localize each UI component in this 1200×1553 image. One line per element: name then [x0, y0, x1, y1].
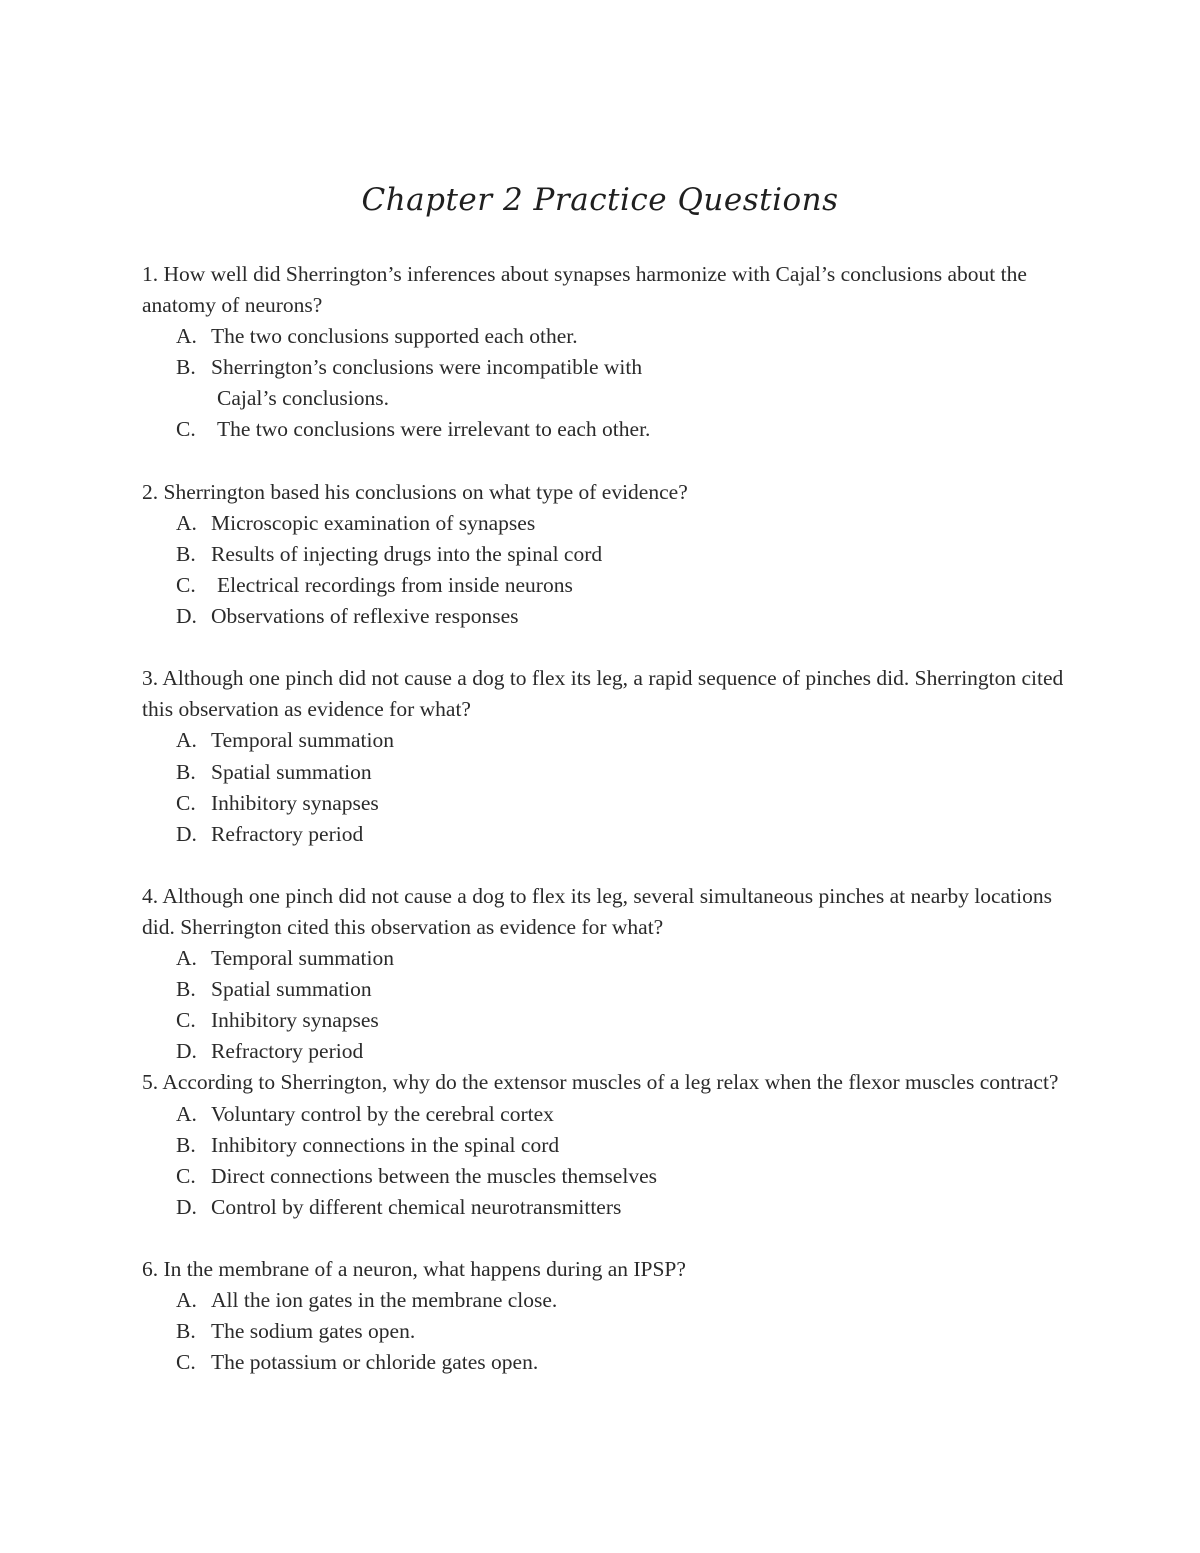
answer-option-b: [142, 1316, 1082, 1347]
answer-option-b: [142, 352, 1082, 414]
question-5: [142, 1067, 1082, 1222]
option-text: Inhibitory synapses: [211, 790, 379, 815]
question-1: [142, 259, 1082, 446]
answer-option-d: [142, 601, 1082, 632]
option-text: Inhibitory connections in the spinal cord: [211, 1132, 560, 1157]
option-letter: A.: [176, 728, 197, 753]
question-4: [142, 881, 1082, 1068]
option-letter: C.: [176, 1163, 196, 1188]
option-text: The two conclusions supported each other.: [211, 324, 578, 349]
option-letter: C.: [176, 1008, 196, 1033]
answer-option-b: [142, 757, 1082, 788]
question-stem: 1. How well did Sherrington’s inferences about synapses harmonize with Cajal’s conclusions about the anatomy of neurons?: [142, 262, 1027, 318]
option-letter: C.: [176, 790, 196, 815]
option-letter: B.: [176, 759, 196, 784]
questions-body: [142, 259, 1082, 1378]
option-text: Sherrington’s conclusions were incompatible with: [211, 355, 643, 380]
option-text: Electrical recordings from inside neurons: [217, 572, 573, 597]
answer-option-a: [142, 321, 1082, 352]
answer-option-a: [142, 1099, 1082, 1130]
answer-option-c: [142, 1347, 1082, 1378]
option-text: Control by different chemical neurotransmitters: [211, 1194, 622, 1219]
option-letter: D.: [176, 821, 197, 846]
answer-option-a: [142, 725, 1082, 756]
option-letter: B.: [176, 541, 196, 566]
option-letter: B.: [176, 1132, 196, 1157]
option-text: Direct connections between the muscles themselves: [211, 1163, 657, 1188]
option-text: Spatial summation: [211, 759, 372, 784]
answer-options: [142, 1285, 1082, 1378]
option-text: Inhibitory synapses: [211, 1008, 379, 1033]
option-text: Spatial summation: [211, 977, 372, 1002]
option-letter: D.: [176, 1039, 197, 1064]
answer-options: [142, 725, 1082, 849]
answer-option-c: [142, 1161, 1082, 1192]
option-letter: A.: [176, 324, 197, 349]
option-text: Temporal summation: [211, 946, 395, 971]
answer-option-d: [142, 819, 1082, 850]
question-stem: 3. Although one pinch did not cause a dog to flex its leg, a rapid sequence of pinches did. Sherrington cited this observation as evidence for what?: [142, 666, 1064, 722]
page-title: Chapter 2 Practice Questions: [361, 182, 839, 218]
option-letter: B.: [176, 977, 196, 1002]
answer-options: [142, 508, 1082, 632]
question-6: [142, 1254, 1082, 1378]
option-text: Voluntary control by the cerebral cortex: [211, 1101, 554, 1126]
answer-options: [142, 1099, 1082, 1223]
option-letter: C.: [176, 572, 196, 597]
option-text: Microscopic examination of synapses: [211, 510, 536, 535]
answer-option-a: [142, 1285, 1082, 1316]
answer-option-c: [142, 1005, 1082, 1036]
option-text: Observations of reflexive responses: [211, 604, 519, 629]
option-text: Refractory period: [211, 1039, 364, 1064]
option-letter: A.: [176, 1288, 197, 1313]
question-stem: 6. In the membrane of a neuron, what happens during an IPSP?: [142, 1257, 686, 1281]
option-letter: C.: [176, 1350, 196, 1375]
answer-option-d: [142, 1192, 1082, 1223]
answer-option-b: [142, 539, 1082, 570]
answer-option-c: [142, 570, 1082, 601]
answer-option-d: [142, 1036, 1082, 1067]
option-letter: A.: [176, 1101, 197, 1126]
answer-option-b: [142, 1130, 1082, 1161]
question-2: [142, 477, 1082, 632]
option-text-continued: Cajal’s conclusions.: [217, 386, 389, 411]
answer-option-c: [142, 788, 1082, 819]
question-stem: 2. Sherrington based his conclusions on what type of evidence?: [142, 479, 688, 504]
option-letter: A.: [176, 946, 197, 971]
question-stem: 5. According to Sherrington, why do the extensor muscles of a leg relax when the flexor muscles contract?: [142, 1070, 1059, 1095]
answer-option-a: [142, 943, 1082, 974]
answer-option-b: [142, 974, 1082, 1005]
option-letter: C.: [176, 417, 196, 442]
option-letter: B.: [176, 1319, 196, 1344]
option-text: The potassium or chloride gates open.: [211, 1350, 539, 1375]
option-text: Temporal summation: [211, 728, 395, 753]
question-3: [142, 663, 1082, 850]
option-letter: B.: [176, 355, 196, 380]
option-text: The two conclusions were irrelevant to each other.: [217, 417, 651, 442]
question-stem: 4. Although one pinch did not cause a dog to flex its leg, several simultaneous pinches at nearby locations did. Sherrington cited this observation as evidence for what?: [142, 883, 1052, 939]
answer-option-a: [142, 508, 1082, 539]
option-text: Refractory period: [211, 821, 364, 846]
option-text: All the ion gates in the membrane close.: [211, 1288, 558, 1313]
answer-options: [142, 943, 1082, 1067]
answer-options: [142, 321, 1082, 445]
option-text: The sodium gates open.: [211, 1319, 416, 1344]
option-text: Results of injecting drugs into the spinal cord: [211, 541, 603, 566]
option-letter: A.: [176, 510, 197, 535]
option-letter: D.: [176, 604, 197, 629]
answer-option-c: [142, 414, 1082, 445]
option-letter: D.: [176, 1194, 197, 1219]
